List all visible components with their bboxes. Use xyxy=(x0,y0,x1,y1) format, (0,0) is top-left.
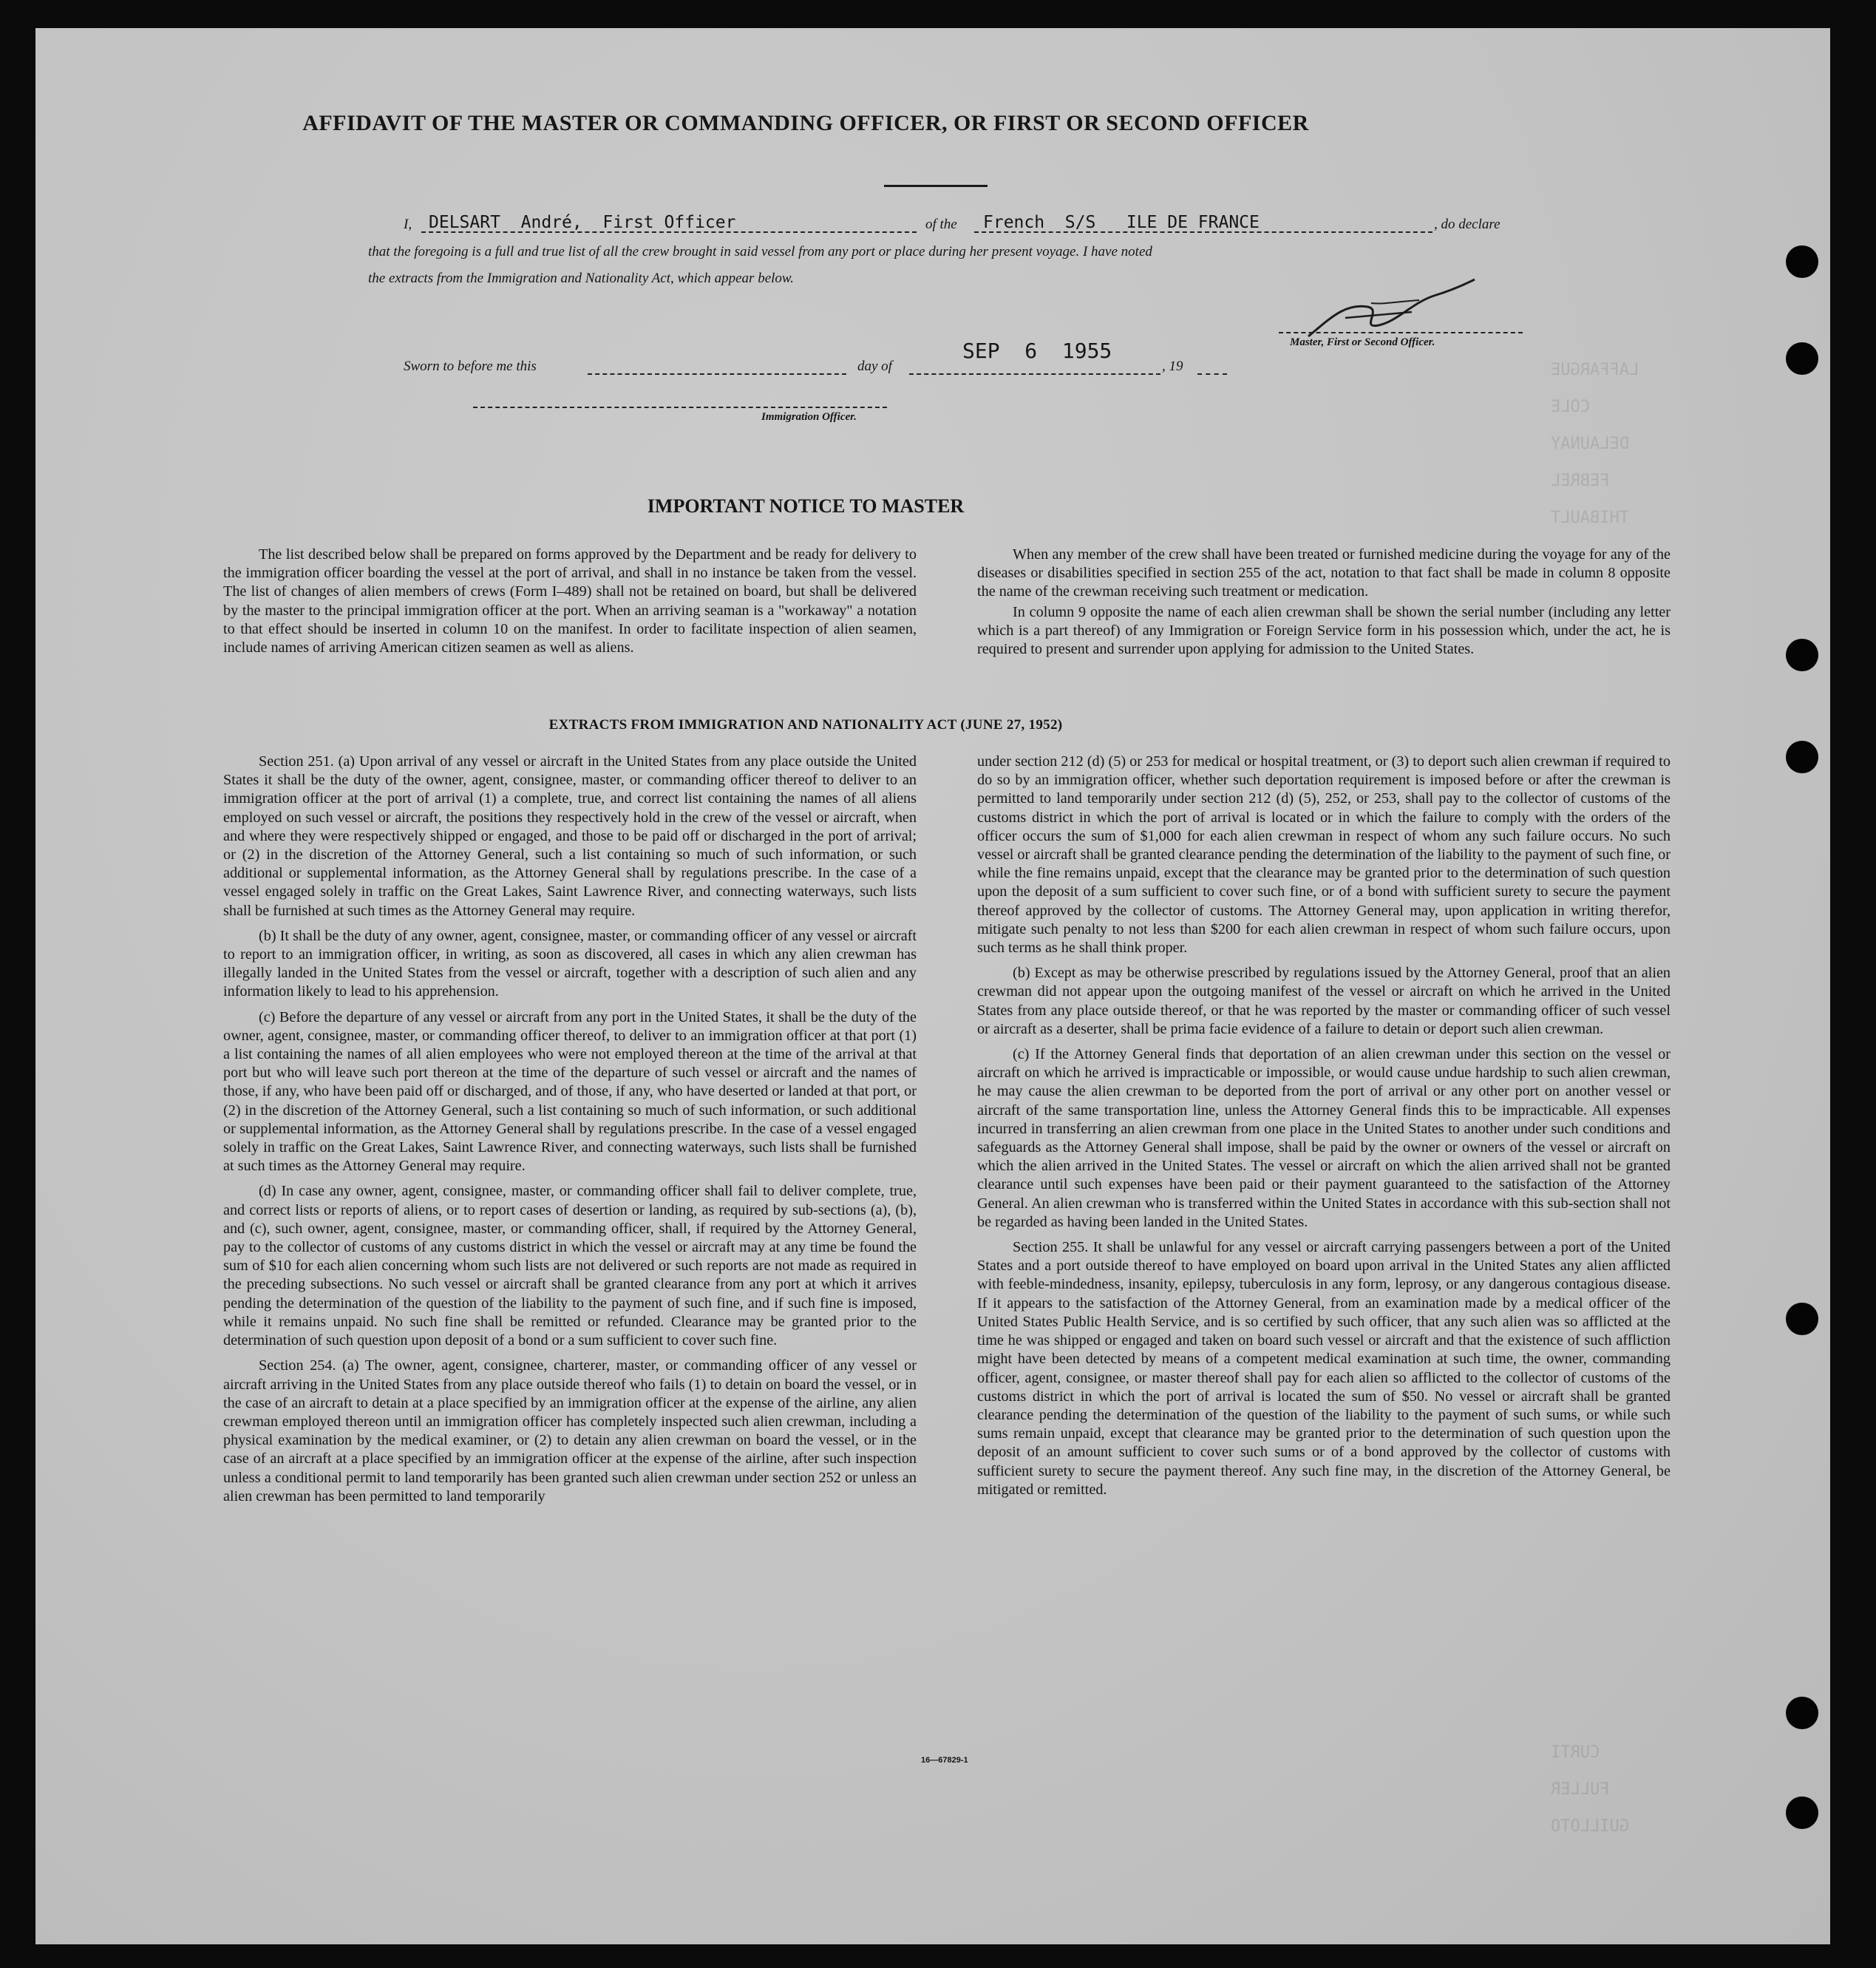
section-254-a: Section 254. (a) The owner, agent, consignee, charterer, master, or commanding officer of any vessel or aircraft arriving in the United States from any place outside thereof who fails (1) to detain on board the vessel, or in the case of an aircraft to detain at a place specified by an immigration officer at the expense of the airline, any alien crewman employed thereon until an immigration officer has completely inspected such alien crewman, including a physical examination by the medical examiner, or (2) to detain any alien crewman on board the vessel, or in the case of an aircraft at a place specified by an immigration officer at the expense of the airline, after such inspection unless a conditional permit to land temporarily has been granted such alien crewman under section 252 or unless an alien crewman has been permitted to land temporarily xyxy=(223,1357,917,1504)
immigration-officer-line xyxy=(473,407,887,408)
declaration-line-3: the extracts from the Immigration and Nationality Act, which appear below. xyxy=(368,271,794,286)
extracts-heading: EXTRACTS FROM IMMIGRATION AND NATIONALITY ACT (JUNE 27, 1952) xyxy=(548,717,1063,733)
punch-hole xyxy=(1786,1796,1818,1829)
punch-hole xyxy=(1786,1303,1818,1335)
vessel-value: French S/S ILE DE FRANCE xyxy=(983,213,1260,232)
show-through-text: LAFFARGUE xyxy=(1551,361,1639,379)
show-through-text: COLE xyxy=(1551,398,1590,416)
show-through-text: GUILLOTO xyxy=(1551,1817,1629,1836)
sworn-day-line xyxy=(588,373,846,375)
section-251-b: (b) It shall be the duty of any owner, agent, consignee, master, or commanding officer of any vessel or aircraft to report to an immigration officer, in writing, as soon as discovered, all cases in which any alien crewman has illegally landed in the United States from the vessel or aircraft, together with a description of such alien and any information likely to lead to his apprehension. xyxy=(223,927,917,1000)
immigration-officer-label: Immigration Officer. xyxy=(761,411,857,423)
section-251-a: Section 251. (a) Upon arrival of any vessel or aircraft in the United States from any place outside the United States it shall be the duty of the owner, agent, consignee, master, or commanding officer thereof to deliver to an immigration officer at the port of arrival (1) a complete, true, and correct list containing the names of all aliens employed on such vessel or aircraft, the positions they respectively hold in the crew of the vessel or aircraft, when and where they were respectively shipped or engaged, and those to be paid off or discharged in the port of arrival; or (2) in the discretion of the Attorney General, such a list containing so much of such information, or such additional or supplemental information, as the Attorney General shall by regulations prescribe. In the case of a vessel engaged solely in traffic on the Great Lakes, Saint Lawrence River, and connecting waterways, such lists shall be furnished at such times as the Attorney General may require. xyxy=(223,753,917,919)
notice-right-column xyxy=(977,546,1671,659)
section-251-c: (c) Before the departure of any vessel or aircraft from any port in the United States, it shall be the duty of the owner, agent, consignee, master, or commanding officer thereof, to deliver to an immigration officer at that port (1) a list containing the names of all alien employees who were not employed thereon at the time of the arrival at that port but who will leave such port thereon at the time of the departure of such vessel or aircraft and the names of those, if any, who have been paid off or discharged, and of those, if any, who have deserted or landed at that port, or (2) in the discretion of the Attorney General, such a list containing so much of such information, or such additional or supplemental information, as the Attorney General shall by regulations prescribe. In the case of a vessel engaged solely in traffic on the Great Lakes, Saint Lawrence River, and connecting waterways, such lists shall be furnished at such times as the Attorney General may require. xyxy=(223,1008,917,1175)
section-254-c: (c) If the Attorney General finds that deportation of an alien crewman under this section on the vessel or aircraft on which he arrived is impracticable or impossible, or would cause undue hardship to such alien crewman, he may cause the alien crewman to be deported from the port of arrival or any other port on another vessel or aircraft of the same transportation line, unless the Attorney General finds this to be impracticable. All expenses incurred in transferring an alien crewman from one place in the United States to another under such conditions and safeguards as the Attorney General shall impose, shall be paid by the owner or owners of the vessel or aircraft on which the alien arrived in the United States. The vessel or aircraft on which the alien arrived shall not be granted clearance until such expenses have been paid or their payment guaranteed to the satisfaction of the Attorney General. An alien crewman who is transferred within the United States in accordance with this sub-section shall not be regarded as having been landed in the United States. xyxy=(977,1046,1671,1230)
notice-right-paragraph-2: In column 9 opposite the name of each alien crewman shall be shown the serial number (including any letter which is a part thereof) of any Immigration or Foreign Service form in his possession which, under the act, he is required to present and surrender upon applying for admission to the United States. xyxy=(977,603,1671,658)
punch-hole xyxy=(1786,342,1818,375)
sworn-label: Sworn to before me this xyxy=(404,359,537,374)
punch-hole xyxy=(1786,741,1818,773)
show-through-text: THIBAULT xyxy=(1551,509,1629,527)
show-through-text: FEBREL xyxy=(1551,472,1610,490)
officer-caption: Master, First or Second Officer. xyxy=(1290,336,1435,348)
notice-left-column xyxy=(223,546,917,657)
year-label: , 19 xyxy=(1162,359,1183,374)
month-line xyxy=(909,373,1160,375)
signature-line xyxy=(1279,332,1523,333)
do-declare-label: , do declare xyxy=(1434,217,1501,232)
punch-hole xyxy=(1786,245,1818,278)
date-stamp: SEP 6 1955 xyxy=(962,339,1112,363)
of-the-label: of the xyxy=(925,217,957,232)
section-255: Section 255. It shall be unlawful for any vessel or aircraft carrying passengers between a port of the United States and a port outside thereof to have employed on board upon arrival in the United States any alien afflicted with feeble-mindedness, insanity, epilepsy, tuberculosis in any form, leprosy, or any dangerous contagious disease. If it appears to the satisfaction of the Attorney General, from an examination made by a medical officer of the United States Public Health Service, and is so certified by such officer, that any such alien was so afflicted at the time he was shipped or engaged and taken on board such vessel or aircraft and that the existence of such affliction might have been detected by means of a competent medical examination at such time, the owner, commanding officer, agent, consignee, or master thereof shall pay for each alien so afflicted to the collector of customs of the customs district in which the port of arrival is located the sum of $50. No vessel or aircraft shall be granted clearance pending the determination of the question of the liability to the payment of such sums, or while such sums remain unpaid, except that clearance may be granted prior to the determination of such question upon the deposit of an amount sufficient to cover such sums or of a bond approved by the collector of customs with sufficient surety to secure the payment thereof. Any such fine may, in the discretion of the Attorney General, be mitigated or remitted. xyxy=(977,1239,1671,1498)
punch-hole xyxy=(1786,1697,1818,1729)
section-254-a-continued: under section 212 (d) (5) or 253 for medical or hospital treatment, or (3) to deport such alien crewman if required to do so by an immigration officer, whether such deportation requirement is imposed before or after the crewman is permitted to land temporarily under section 212 (d) (5), 252, or 253, shall pay to the collector of customs of the customs district in which the port of arrival is located or in which the failure to comply with the orders of the officer occurs the sum of $1,000 for each alien crewman in respect of whom any such failure occurs. No such vessel or aircraft shall be granted clearance pending the determination of the liability to the payment of such fine, or while the fine remains unpaid, except that the clearance may be granted prior to the determination of such question upon the deposit of a sum sufficient to cover such fine, or of a bond with sufficient surety to secure the payment thereof approved by the collector of customs. The Attorney General may, upon application in writing therefor, mitigate such penalty to not less than $200 for each alien crewman in respect of whom such failure occurs, upon such terms as he shall think proper. xyxy=(977,753,1671,957)
show-through-text: DELAUNAY xyxy=(1551,435,1629,453)
extracts-left-column xyxy=(223,753,917,1506)
extracts-right-column xyxy=(977,753,1671,1499)
notice-left-paragraph: The list described below shall be prepared on forms approved by the Department and be ready for delivery to the immigration officer boarding the vessel at the port of arrival, and shall in no instance be taken from the vessel. The list of changes of alien members of crews (Form I–489) shall not be retained on board, but shall be delivered by the master to the principal immigration officer at the port. When an arriving seaman is a "workaway" a notation to that effect should be inserted in column 10 on the manifest. In order to facilitate inspection of alien seamen, include names of arriving American citizen seamen as well as aliens. xyxy=(223,546,917,656)
notice-heading: IMPORTANT NOTICE TO MASTER xyxy=(647,495,965,517)
page-title: AFFIDAVIT OF THE MASTER OR COMMANDING OFFICER, OR FIRST OR SECOND OFFICER xyxy=(302,111,1309,135)
officer-name-value: DELSART André, First Officer xyxy=(429,213,736,232)
form-number: 16—67829-1 xyxy=(921,1756,968,1765)
show-through-text: CURTI xyxy=(1551,1743,1600,1762)
notice-right-paragraph-1: When any member of the crew shall have been treated or furnished medicine during the voyage for any of the diseases or disabilities specified in section 255 of the act, notation to that fact shall be made in column 8 opposite the name of the crewman receiving such treatment or medication. xyxy=(977,546,1671,600)
declaration-line-2: that the foregoing is a full and true list of all the crew brought in said vessel from any port or place during her present voyage. I have noted xyxy=(368,244,1152,259)
day-of-label: day of xyxy=(857,359,892,374)
title-underline xyxy=(884,185,988,187)
year-line xyxy=(1197,373,1227,375)
section-251-d: (d) In case any owner, agent, consignee, master, or commanding officer shall fail to deliver complete, true, and correct lists or reports of aliens, or to report cases of desertion or landing, as required by sub-sections (a), (b), and (c), such owner, agent, consignee, master, or commanding officer, shall, if required by the Attorney General, pay to the collector of customs of any customs district in which the vessel or aircraft may at any time be found the sum of $10 for each alien concerning whom such lists are not delivered or such reports are not made as required in the preceding subsections. No such vessel or aircraft shall be granted clearance from any port at which it arrives pending the determination of the question of the liability to the payment of such fine, and if such fine is imposed, while it remains unpaid. No such fine shall be remitted or refunded. Clearance may be granted prior to the determination of such question upon deposit of a bond or a sum sufficient to cover such fine. xyxy=(223,1183,917,1349)
show-through-text: FULLER xyxy=(1551,1780,1610,1799)
punch-hole xyxy=(1786,639,1818,671)
i-label: I, xyxy=(404,217,412,232)
section-254-b: (b) Except as may be otherwise prescribed by regulations issued by the Attorney General, proof that an alien crewman did not appear upon the outgoing manifest of the vessel or aircraft on which he arrived in the United States from any place outside thereof, or that he was reported by the master or commanding officer of such vessel or aircraft as a deserter, shall be prima facie evidence of a failure to detain or deport such alien crewman. xyxy=(977,965,1671,1037)
